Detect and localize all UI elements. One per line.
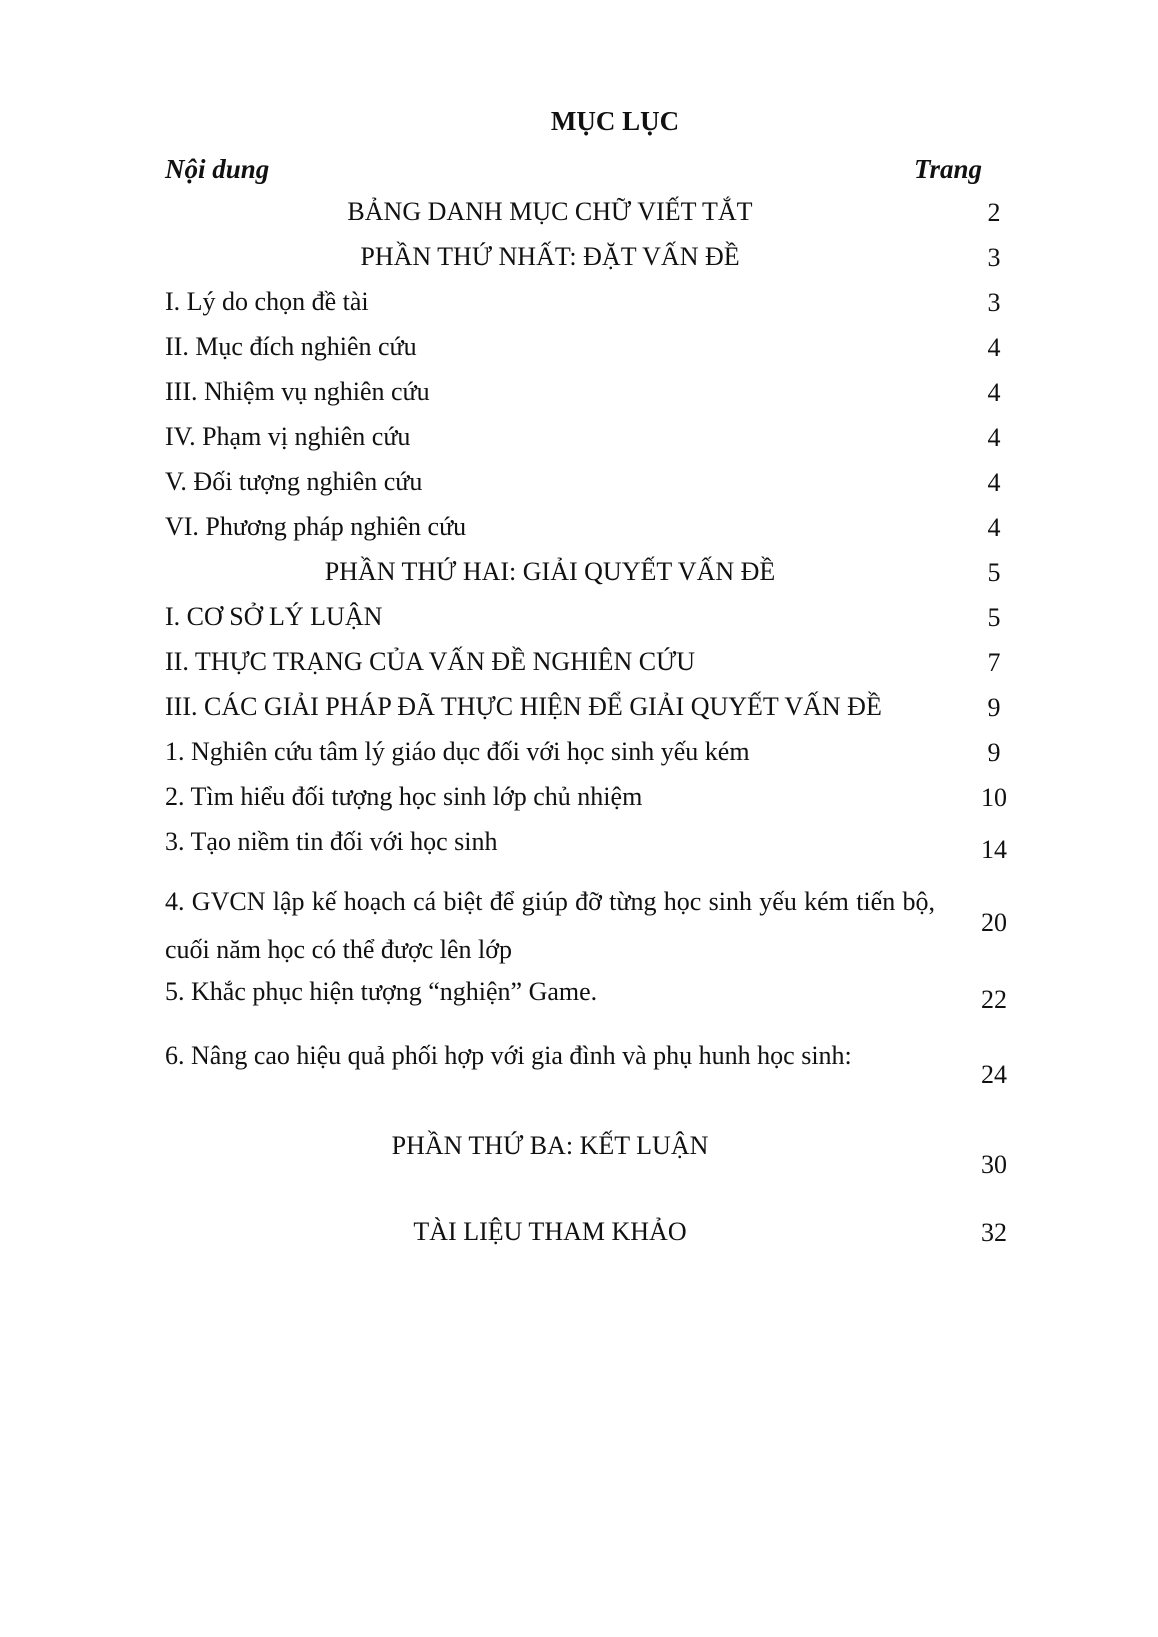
toc-entry-part-one: PHẦN THỨ NHẤT: ĐẶT VẤN ĐỀ (360, 242, 740, 271)
toc-page-number: 4 (987, 333, 1001, 362)
toc-entry: 2. Tìm hiểu đối tượng học sinh lớp chủ nhiệm (165, 782, 643, 811)
content-column-header: Nội dung (165, 154, 270, 184)
toc-entry: 1. Nghiên cứu tâm lý giáo dục đối với học sinh yếu kém (165, 737, 750, 766)
toc-entry: II. THỰC TRẠNG CỦA VẤN ĐỀ NGHIÊN CỨU (165, 647, 696, 676)
toc-page-number: 2 (987, 198, 1001, 227)
toc-page-number: 3 (987, 243, 1001, 272)
toc-page-number: 7 (987, 648, 1001, 677)
toc-page-number: 9 (987, 693, 1001, 722)
toc-page-number: 3 (987, 288, 1001, 317)
toc-entry: I. Lý do chọn đề tài (165, 287, 369, 316)
toc-page-number: 20 (981, 908, 1007, 937)
toc-entry: III. CÁC GIẢI PHÁP ĐÃ THỰC HIỆN ĐỂ GIẢI QUYẾT VẤN ĐỀ (165, 692, 882, 721)
toc-page-number: 10 (981, 783, 1007, 812)
toc-entry-wrapped: 4. GVCN lập kế hoạch cá biệt để giúp đỡ từng học sinh yếu kém tiến bộ, cuối năm học có thể được lên lớp (165, 887, 935, 964)
toc-page-number: 9 (987, 738, 1001, 767)
toc-entry: II. Mục đích nghiên cứu (165, 332, 417, 361)
toc-entry-part-two: PHẦN THỨ HAI: GIẢI QUYẾT VẤN ĐỀ (324, 557, 776, 586)
toc-entry: 3. Tạo niềm tin đối với học sinh (165, 827, 498, 856)
page-title: MỤC LỤC (550, 106, 680, 136)
toc-page-number: 30 (981, 1150, 1007, 1179)
toc-page-number: 32 (981, 1218, 1007, 1247)
toc-entry-part-three: PHẦN THỨ BA: KẾT LUẬN (391, 1131, 709, 1160)
toc-page-number: 22 (981, 985, 1007, 1014)
toc-entry-abbreviations: BẢNG DANH MỤC CHỮ VIẾT TẮT (347, 197, 753, 226)
toc-page-number: 24 (981, 1060, 1007, 1089)
toc-page-number: 5 (987, 603, 1001, 632)
toc-entry: V. Đối tượng nghiên cứu (165, 467, 423, 496)
toc-page-number: 4 (987, 468, 1001, 497)
toc-page-number: 4 (987, 423, 1001, 452)
toc-entry: 6. Nâng cao hiệu quả phối hợp với gia đình và phụ hunh học sinh: (165, 1041, 852, 1070)
toc-page-number: 14 (981, 835, 1007, 864)
toc-entry-references: TÀI LIỆU THAM KHẢO (413, 1217, 687, 1246)
toc-entry: IV. Phạm vị nghiên cứu (165, 422, 411, 451)
toc-page-number: 4 (987, 513, 1001, 542)
page-column-header: Trang (913, 154, 982, 184)
toc-entry: III. Nhiệm vụ nghiên cứu (165, 377, 430, 406)
toc-page-number: 5 (987, 558, 1001, 587)
toc-entry: VI. Phương pháp nghiên cứu (165, 512, 467, 541)
toc-entry: 5. Khắc phục hiện tượng “nghiện” Game. (165, 977, 598, 1006)
toc-entry: I. CƠ SỞ LÝ LUẬN (165, 602, 383, 631)
toc-page-number: 4 (987, 378, 1001, 407)
